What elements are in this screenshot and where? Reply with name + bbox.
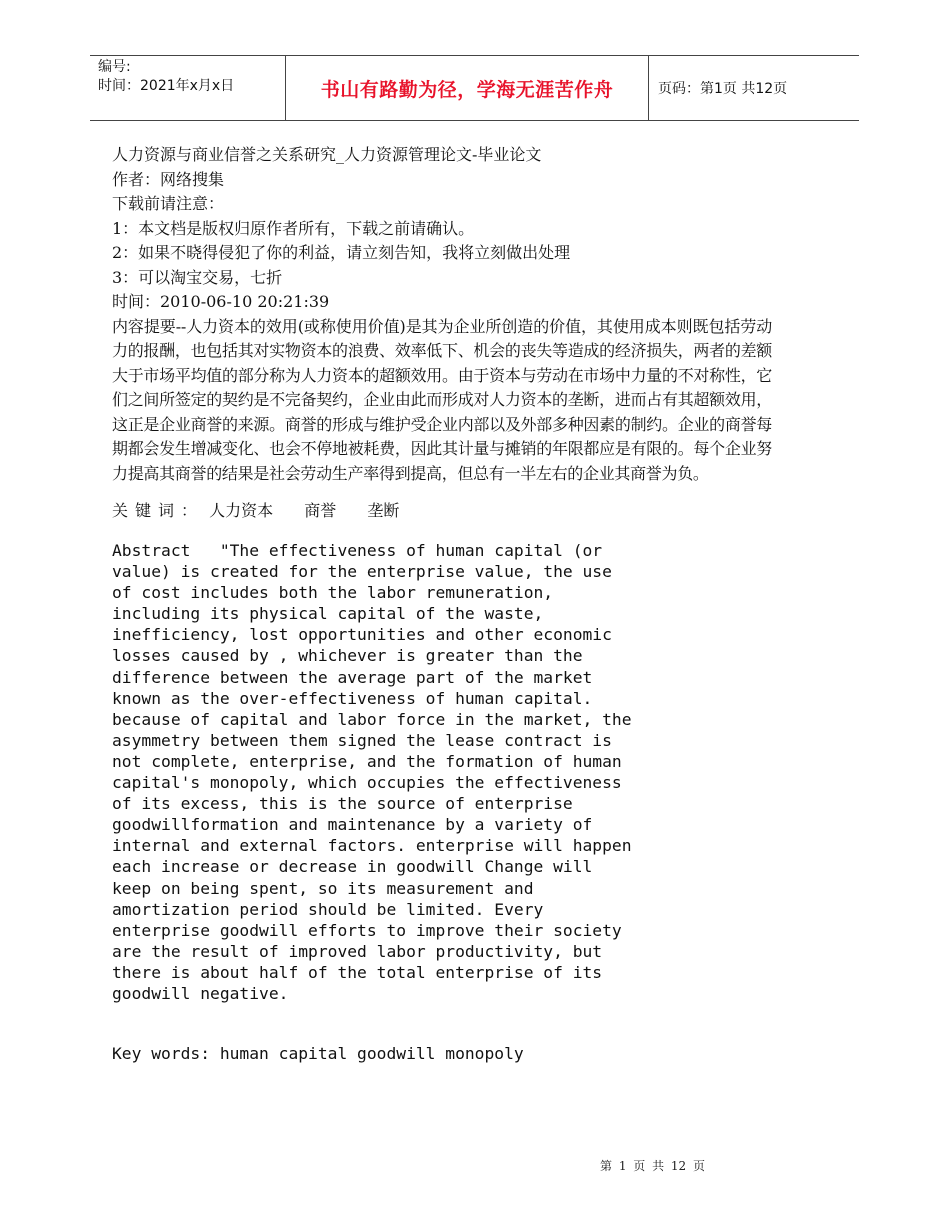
- notice-item: 2：如果不晓得侵犯了你的利益，请立刻告知，我将立刻做出处理: [112, 243, 571, 262]
- header-page-cell: [649, 56, 859, 120]
- time-line: 时间：2010-06-10 20:21:39: [112, 292, 330, 311]
- keyword: 商誉: [304, 501, 337, 520]
- header-meta: [90, 56, 286, 120]
- keyword: 垄断: [367, 501, 400, 520]
- keyword: 人力资本: [209, 501, 274, 520]
- page-info: 页码：第1页 共12页: [658, 81, 788, 97]
- document-title: 人力资源与商业信誉之关系研究_人力资源管理论文-毕业论文: [112, 145, 542, 164]
- notice-title: 下载前请注意：: [112, 194, 225, 213]
- author-line: 作者：网络搜集: [112, 169, 225, 189]
- abstract-paragraph: Abstract "The effectiveness of human capital (or value) is created for the enterprise value, the use of cost includes both the labor remuneration, including its physical capital of the waste, inefficiency, lost opportunities and other economic losses caused by , whichever is greater than the difference between the average part of the market known as the over-effectiveness of human capital. because of capital and labor force in the market, the asymmetry between them signed the lease contract is not complete, enterprise, and the formation of human capital's monopoly, which occupies the effectiveness of its excess, this is the source of enterprise goodwillformation and maintenance by a variety of internal and external factors. enterprise will happen each increase or decrease in goodwill Change will keep on being spent, so its measurement and amortization period should be limited. Every enterprise goodwill efforts to improve their society are the result of improved labor productivity, but there is about half of the total enterprise of its goodwill negative.: [112, 541, 632, 1003]
- notice-item: 1：本文档是版权归原作者所有，下载之前请确认。: [112, 218, 475, 238]
- number-label: 编号:: [98, 59, 131, 75]
- keywords-cn: [112, 498, 772, 521]
- keywords-en: Key words: human capital goodwill monopoly: [112, 1044, 524, 1064]
- page-header: [90, 55, 859, 121]
- time-label: 时间：2021年x月x日: [98, 78, 235, 94]
- motto: 书山有路勤为径，学海无涯苦作舟: [320, 78, 614, 101]
- summary-paragraph: 内容提要--人力资本的效用(或称使用价值)是其为企业所创造的价值，其使用成本则既包括劳动力的报酬，也包括其对实物资本的浪费、效率低下、机会的丧失等造成的经济损失，两者的差额大于市场平均值的部分称为人力资本的超额效用。由于资本与劳动在市场中力量的不对称性，它们之间所签定的契约是不完备契约，企业由此而形成对人力资本的垄断，进而占有其超额效用，这正是企业商誉的来源。商誉的形成与维护受企业内部以及外部多种因素的制约。企业的商誉每期都会发生增减变化、也会不停地被耗费，因此其计量与摊销的年限都应是有限的。每个企业努力提高其商誉的结果是社会劳动生产率得到提高，但总有一半左右的企业其商誉为负。: [112, 316, 772, 483]
- keywords-label: 关键词：: [112, 501, 205, 520]
- header-motto-cell: [286, 56, 649, 120]
- notice-item: 3：可以淘宝交易，七折: [112, 267, 283, 287]
- document-body: [112, 143, 772, 1063]
- page-footer: 第 1 页 共 12 页: [600, 1159, 705, 1173]
